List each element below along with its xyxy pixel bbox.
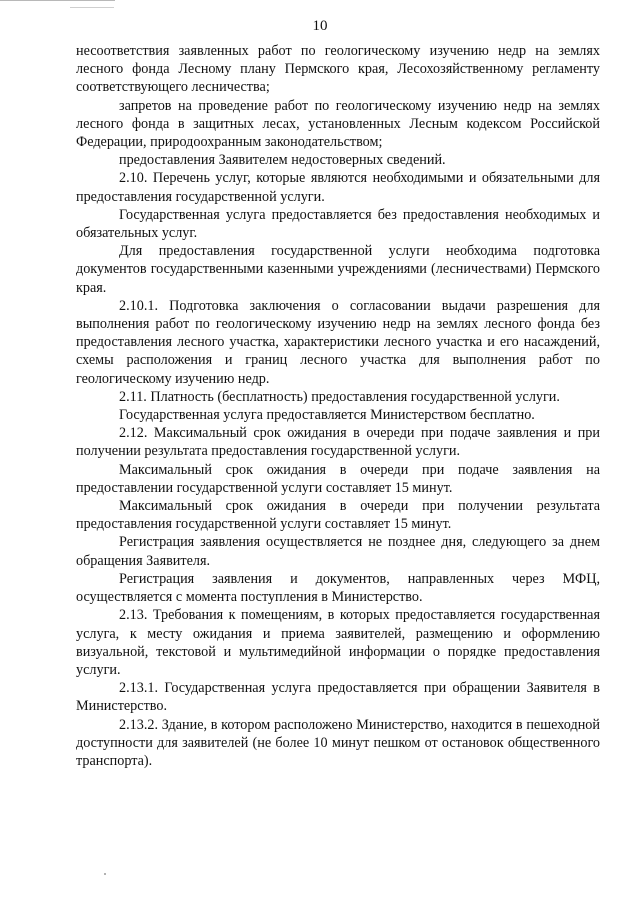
section-heading-2-13: 2.13. Требования к помещениям, в которых предоставляется государственная услуга, к месту ожидания и приема заявителей, размещению и оформлению визуальной, текстовой и мультимедийной информации о порядке предоставления услуги. [76,607,600,678]
paragraph: Государственная услуга предоставляется без предоставления необходимых и обязательных услуг. [76,206,600,242]
document-body [76,42,600,770]
paragraph: несоответствия заявленных работ по геологическому изучению недр на землях лесного фонда Лесному плану Пермского края, Лесохозяйственному регламенту соответствующего лесничества; [76,43,600,96]
paragraph: Регистрация заявления осуществляется не позднее дня, следующего за днем обращения Заявителя. [76,534,600,569]
paragraph: Максимальный срок ожидания в очереди при получении результата предоставления государственной услуги составляет 15 минут. [76,498,600,533]
paragraph: предоставления Заявителем недостоверных сведений. [119,152,446,169]
paragraph: запретов на проведение работ по геологическому изучению недр на землях лесного фонда в защитных лесах, установленных Лесным кодексом Российской Федерации, природоохранным законодательством; [76,97,600,151]
section-heading-2-13-1: 2.13.1. Государственная услуга предоставляется при обращении Заявителя в Министерство. [76,680,600,715]
paragraph: Государственная услуга предоставляется Министерством бесплатно. [119,407,535,424]
paragraph: Регистрация заявления и документов, направленных через МФЦ, осуществляется с момента поступления в Министерство. [76,570,600,606]
page-number: 10 [312,18,328,34]
section-heading-2-13-2: 2.13.2. Здание, в котором расположено Министерство, находится в пешеходной доступности для заявителей (не более 10 минут пешком от остановок общественного транспорта). [76,716,600,769]
scan-edge-mark [0,0,115,1]
scan-dot [104,873,106,875]
section-heading-2-10: 2.10. Перечень услуг, которые являются необходимыми и обязательными для предоставления государственной услуги. [76,170,600,205]
section-heading-2-11: 2.11. Платность (бесплатность) предоставления государственной услуги. [119,388,560,405]
paragraph: Для предоставления государственной услуги необходима подготовка документов государственными казенными учреждениями (лесничествами) Пермского края. [76,243,600,296]
section-heading-2-10-1: 2.10.1. Подготовка заключения о согласовании выдачи разрешения для выполнения работ по геологическому изучению недр на землях лесного фонда без предоставления лесного участка, характеристики лесного участка и его насаждений, схемы расположения и границ лесного участка для выполнения работ по геологическому изучению недр. [76,297,600,387]
paragraph: Максимальный срок ожидания в очереди при подаче заявления на предоставлении государственной услуги составляет 15 минут. [76,461,600,496]
section-heading-2-12: 2.12. Максимальный срок ожидания в очереди при подаче заявления и при получении результата предоставления государственной услуги. [76,425,600,460]
